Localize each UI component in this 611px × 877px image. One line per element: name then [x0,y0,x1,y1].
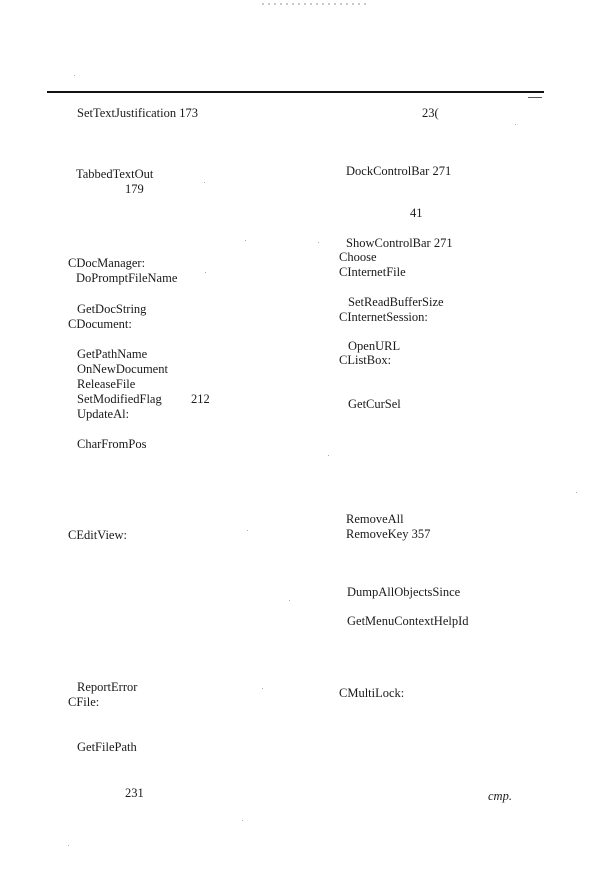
scan-speck [289,600,290,601]
index-entry: GetCurSel [348,397,401,411]
index-entry: UpdateAl: [77,407,130,421]
page-footer-number: 231 [125,786,144,800]
index-entry: TabbedTextOut [76,167,154,181]
index-entry: DoPromptFileName [76,271,178,285]
index-entry: Choose [339,250,377,264]
scan-speck [515,124,516,125]
page-footer-continuation: cmp. [488,789,512,803]
index-entry: DumpAllObjectsSince [347,585,461,599]
scan-speck [204,182,205,183]
header-rule [47,91,544,93]
index-entry: GetFilePath [77,740,137,754]
index-entry: GetMenuContextHelpId [347,614,469,628]
page-number: 41 [410,206,423,220]
scan-speck [576,492,577,493]
scan-speck [247,530,248,531]
index-entry: OpenURL [348,339,401,353]
index-heading: CListBox: [339,353,392,367]
header-rule-tick [528,97,542,98]
index-entry: OnNewDocument [77,362,168,376]
scan-speck [328,455,329,456]
index-heading: CMultiLock: [339,686,405,700]
index-heading: CEditView: [68,528,127,542]
index-entry: ReportError [77,680,138,694]
index-heading: CDocManager: [68,256,146,270]
index-entry: RemoveAll [346,512,404,526]
index-entry: SetReadBufferSize [348,295,444,309]
page-number: 212 [191,392,210,406]
scan-speck [318,242,319,243]
index-heading: CInternetSession: [339,310,428,324]
index-entry: CharFromPos [77,437,147,451]
page-number: 179 [125,182,144,196]
index-entry: GetPathName [77,347,148,361]
index-entry: ShowControlBar 271 [346,236,453,250]
index-heading: CFile: [68,695,100,709]
index-entry: RemoveKey 357 [346,527,431,541]
index-entry: GetDocString [77,302,147,316]
index-entry: SetModifiedFlag [77,392,162,406]
scan-speck [242,820,243,821]
index-entry: DockControlBar 271 [346,164,452,178]
scan-speck [74,75,75,76]
scan-speck [68,845,69,846]
scan-speck [262,688,263,689]
scan-speck [245,240,246,241]
page-number: 23( [422,106,439,120]
scan-speck [205,272,206,273]
index-heading: CDocument: [68,317,132,331]
index-entry: SetTextJustification 173 [77,106,198,120]
scan-artifact [262,3,367,5]
index-entry: ReleaseFile [77,377,136,391]
index-heading: CInternetFile [339,265,406,279]
